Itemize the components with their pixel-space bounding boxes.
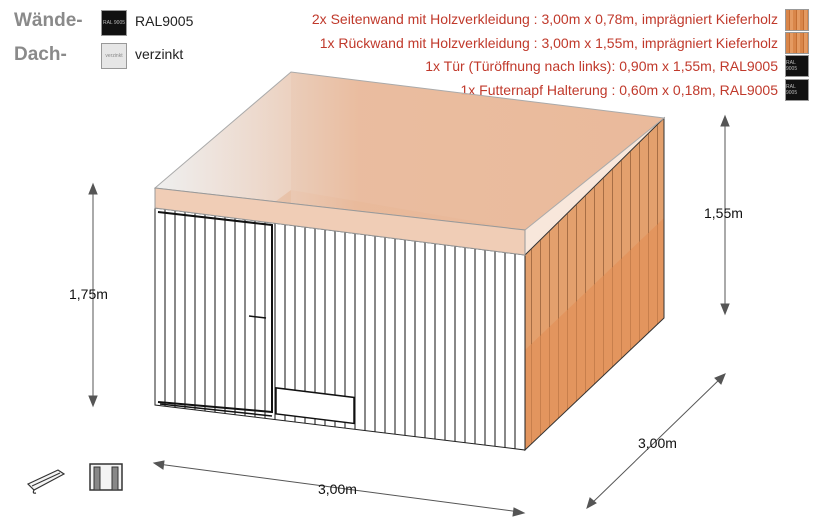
spec-feeder-swatch-text: RAL 9005: [786, 84, 798, 96]
roof-color-name: verzinkt: [135, 46, 184, 62]
spec-door: 1x Tür (Türöffnung nach links): 0,90m x 1,55m, RAL9005: [425, 58, 778, 74]
dimension-height-back: 1,55m: [704, 205, 743, 221]
roof-label: Dach-: [14, 44, 67, 65]
dimension-depth: 3,00m: [638, 435, 677, 451]
house-frame-icon[interactable]: [86, 458, 126, 494]
walls-label: Wände-: [14, 10, 83, 31]
walls-swatch-text: RAL 9005: [102, 20, 126, 26]
spec-door-swatch-text: RAL 9005: [786, 60, 798, 72]
spec-back-wall: 1x Rückwand mit Holzverkleidung : 3,00m x 1,55m, imprägniert Kieferholz: [319, 35, 778, 51]
roof-swatch-text: verzinkt: [105, 53, 123, 59]
spec-side-walls: 2x Seitenwand mit Holzverkleidung : 3,00m x 0,78m, imprägniert Kieferholz: [311, 11, 778, 27]
dimension-height-front: 1,75m: [69, 286, 108, 302]
spec-feeder-holder: 1x Futternapf Halterung : 0,60m x 0,18m, RAL9005: [460, 82, 778, 98]
dimension-width: 3,00m: [318, 481, 357, 497]
gutter-icon[interactable]: [24, 460, 68, 496]
walls-color-name: RAL9005: [135, 13, 194, 29]
